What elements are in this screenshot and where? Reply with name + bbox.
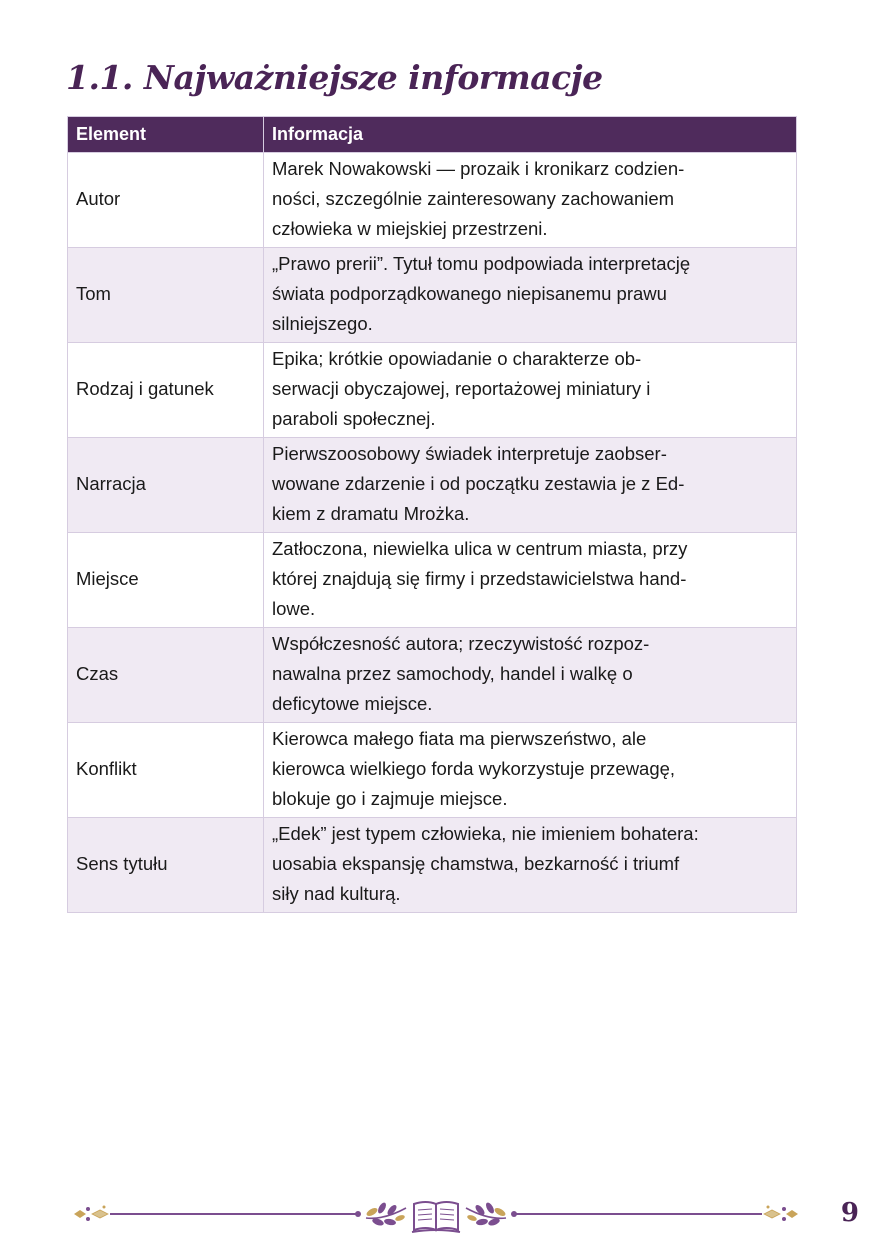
open-book-icon (412, 1202, 460, 1232)
element-cell: Autor (68, 153, 264, 248)
page-number: 9 (840, 1198, 859, 1228)
element-cell: Narracja (68, 438, 264, 533)
table-row (68, 818, 797, 913)
info-cell: Pierwszoosobowy świadek interpretuje zaobser- wowane zdarzenie i od początku zestawia je z Ed- kiem z dramatu Mrożka. (264, 438, 797, 533)
left-leaves-icon (365, 1201, 406, 1227)
table-header-row (68, 117, 797, 153)
left-flourish-icon (74, 1206, 108, 1222)
table-row (68, 248, 797, 343)
column-header-element: Element (68, 117, 264, 153)
column-header-informacja: Informacja (264, 117, 797, 153)
info-cell: Epika; krótkie opowiadanie o charakterze ob- serwacji obyczajowej, reportażowej miniatury i paraboli społecznej. (264, 343, 797, 438)
table-row (68, 628, 797, 723)
info-cell: Współczesność autora; rzeczywistość rozpoz- nawalna przez samochody, handel i walkę o deficytowe miejsce. (264, 628, 797, 723)
footer-ornament-svg (66, 1190, 806, 1240)
info-cell: Marek Nowakowski — prozaik i kronikarz codzien- ności, szczególnie zainteresowany zachowaniem człowieka w miejskiej przestrzeni. (264, 153, 797, 248)
info-cell: Zatłoczona, niewielka ulica w centrum miasta, przy której znajdują się firmy i przedstawicielstwa hand- lowe. (264, 533, 797, 628)
element-cell: Czas (68, 628, 264, 723)
info-cell: „Prawo prerii”. Tytuł tomu podpowiada interpretację świata podporządkowanego niepisanemu prawu silniejszego. (264, 248, 797, 343)
right-leaves-icon (466, 1201, 507, 1227)
footer-ornament (66, 1190, 806, 1240)
table-row (68, 533, 797, 628)
element-cell: Miejsce (68, 533, 264, 628)
table-row (68, 723, 797, 818)
element-cell: Sens tytułu (68, 818, 264, 913)
page-heading: 1.1. Najważniejsze informacje (66, 58, 603, 97)
table-row (68, 153, 797, 248)
right-flourish-icon (764, 1206, 798, 1222)
table-row (68, 343, 797, 438)
info-cell: „Edek” jest typem człowieka, nie imieniem bohatera: uosabia ekspansję chamstwa, bezkarność i triumf siły nad kulturą. (264, 818, 797, 913)
element-cell: Rodzaj i gatunek (68, 343, 264, 438)
info-cell: Kierowca małego fiata ma pierwszeństwo, ale kierowca wielkiego forda wykorzystuje przewagę, blokuje go i zajmuje miejsce. (264, 723, 797, 818)
element-cell: Tom (68, 248, 264, 343)
table-row (68, 438, 797, 533)
info-table (67, 116, 797, 913)
element-cell: Konflikt (68, 723, 264, 818)
